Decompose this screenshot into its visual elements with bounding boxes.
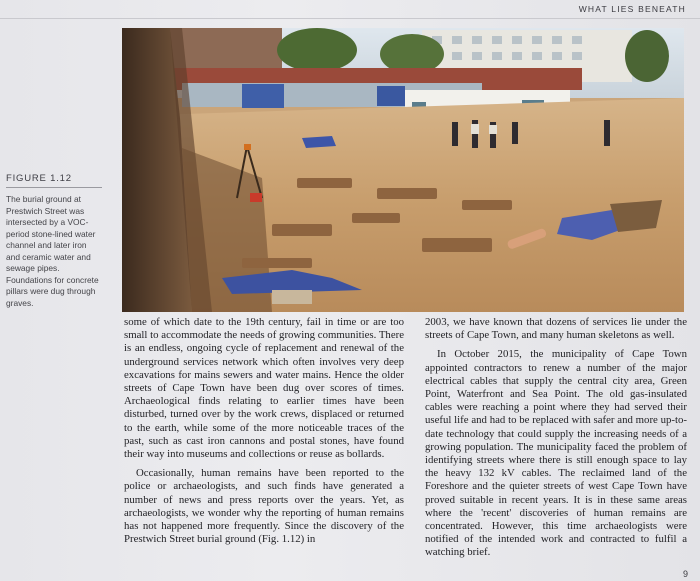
body-column-right [425, 316, 687, 560]
paragraph: In October 2015, the municipality of Cape Town appointed contractors to renew a number of the major electrical cables that supply the central city area, Green Point, Waterfront and Sea Point. The old gas-insulated cables were reaching a point where they had served their useful life and had to be replaced with safer and more up-to-date technology that could supply the increasing needs of a growing population. The municipality faced the problem of identifying streets where there is still enough space to lay the heavy 132 kV cables. The reclaimed land of the Foreshore and the quieter streets of west Cape Town have proved suitable in recent years. It is in these same areas where the 'recent' discoveries of human remains are concentrated. However, this time archaeologists were notified of the intended work and contracted to fulfil a watching brief. [425, 348, 687, 559]
body-column-left [124, 316, 404, 546]
page-number: 9 [682, 569, 688, 579]
paragraph: 2003, we have known that dozens of services lie under the streets of Cape Town, and many human skeletons as well. [425, 316, 687, 342]
running-head: WHAT LIES BENEATH [578, 4, 686, 14]
excavation-photo-illustration [122, 28, 684, 312]
header-rule [0, 18, 700, 19]
figure-label: FIGURE 1.12 [6, 173, 102, 188]
figure-photo [122, 28, 684, 312]
figure-caption-text: The burial ground at Prestwich Street was intersected by a VOC-period stone-lined water channel and later iron and ceramic water and sewage pipes. Foundations for concrete pillars were dug through graves. [6, 194, 99, 308]
paragraph: some of which date to the 19th century, fail in time or are too small to accommodate the needs of growing communities. There is an endless, ongoing cycle of replacement and renewal of the underground services network which often involves very deep excavations for mains sewers and water mains. Hence the older streets of Cape Town have been dug over scores of times. Archaeological finds relating to earlier times have been disturbed, turned over by the work crews, displaced or returned to the earth, while some of the more noticeable traces of the past, such as cast iron cannons and postal stones, have found their way into museums and collections or reuse as bollards. [124, 316, 404, 461]
figure-caption [6, 173, 102, 309]
paragraph: Occasionally, human remains have been reported to the police or archaeologists, and such finds have generated a number of news and press reports over the years. Yet, as archaeologists, we wonder why the reporting of human remains has not happened more frequently. Since the discovery of the Prestwich Street burial ground (Fig. 1.12) in [124, 467, 404, 546]
